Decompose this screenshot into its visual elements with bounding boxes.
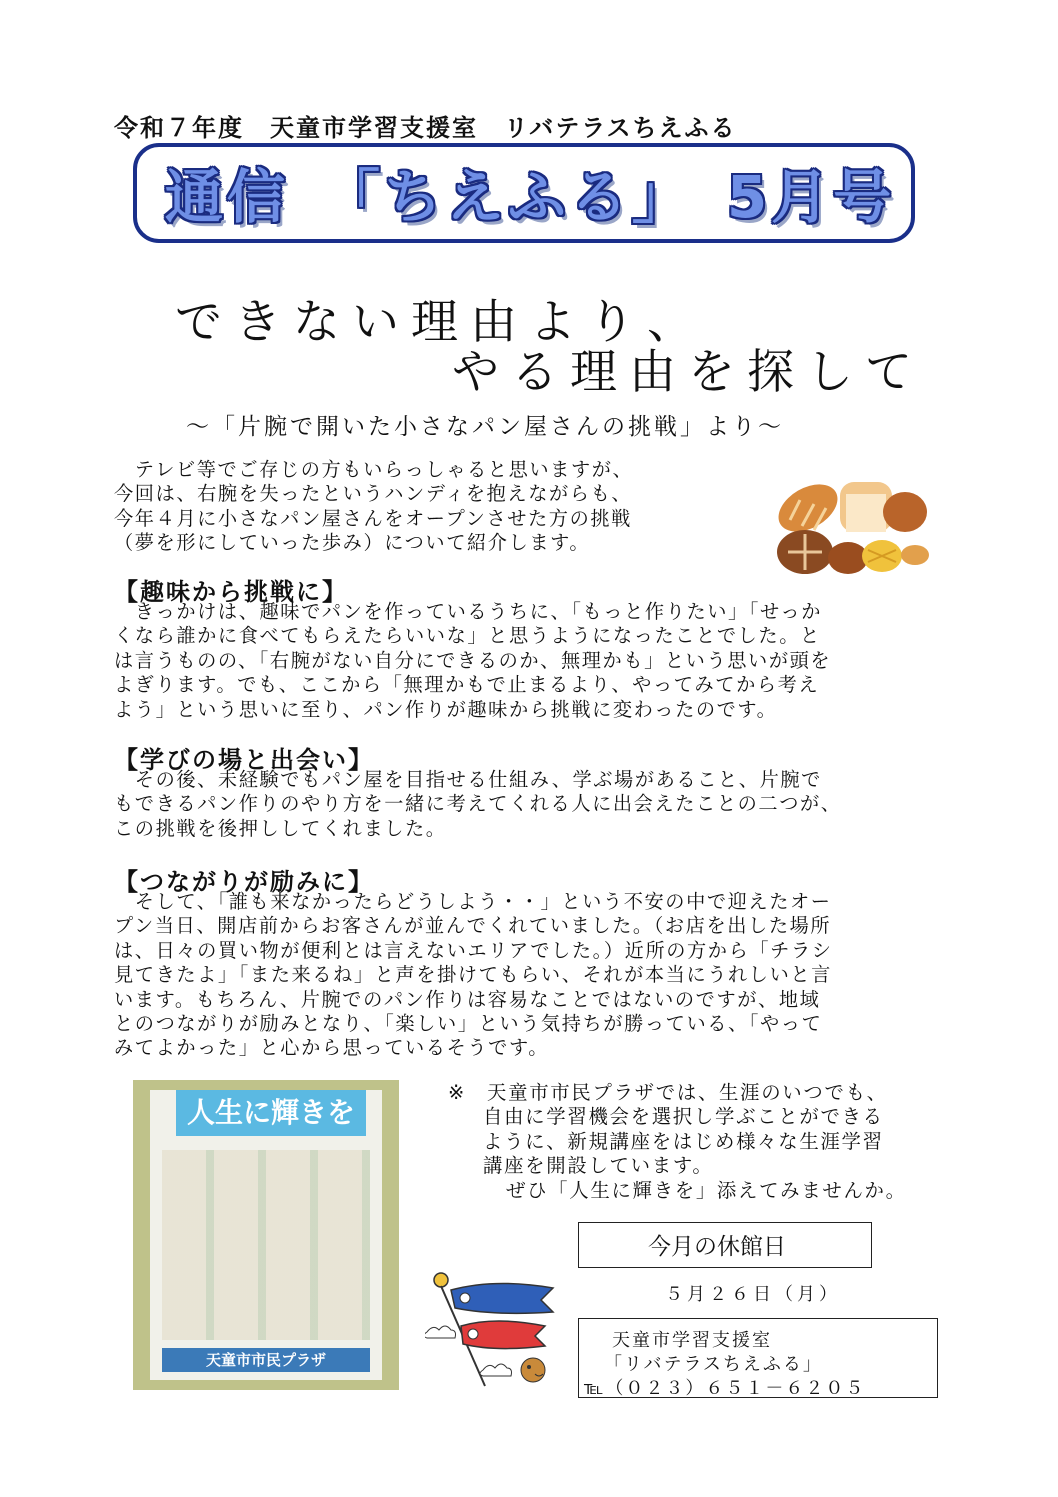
closed-day-label: 今月の休館日 [648,1234,786,1260]
note-line: 講座を開設しています。 [483,1154,714,1177]
section-heading: 【つながりが励みに】 [114,868,374,896]
section-body [114,890,833,1061]
bread-illustration [770,460,930,580]
section-line: きっかけは、趣味でパンを作っているうちに、「もっと作りたい」「せっか [114,600,822,623]
org-line: 令和７年度 天童市学習支援室 リバテラスちえふる [114,114,737,142]
intro-line: （夢を形にしていった歩み）について紹介します。 [114,531,591,555]
intro-line: 今年４月に小さなパン屋さんをオープンさせた方の挑戦 [114,506,632,530]
headline-subtitle: ～「片腕で開いた小さなパン屋さんの挑戦」より～ [186,414,784,440]
section-body [114,768,842,841]
section-line: くなら誰かに食べてもらえたらいいな」と思うようになったことでした。と [114,624,821,648]
section-heading: 【学びの場と出会い】 [114,746,374,774]
contact-name: 天童市学習支援室 [612,1330,772,1351]
note-line: ぜひ「人生に輝きを」添えてみませんか。 [506,1179,907,1202]
section-line: その後、未経験でもパン屋を目指せる仕組み、学ぶ場があること、片腕で [114,768,822,791]
section-line: 見てきたよ」「また来るね」と声を掛けてもらい、それが本当にうれしいと言 [114,963,832,987]
section-line: よう」という思いに至り、パン作りが趣味から挑戦に変わったのです。 [114,697,778,721]
koinobori-illustration [425,1270,565,1390]
section-body [114,600,831,722]
intro-line: テレビ等でご存じの方もいらっしゃると思いますが、 [114,458,634,481]
contact-tel: ℡（０２３）６５１－６２０５ [584,1378,866,1399]
contact-subname: 「リバテラスちえふる」 [604,1354,823,1375]
section-line: よぎります。でも、ここから「無理かもで止まるより、やってみてから考え [114,673,820,697]
section-line: この挑戦を後押ししてくれました。 [114,816,447,840]
section-line: もできるパン作りのやり方を一緒に考えてくれる人に出会えたことの二つが、 [114,792,842,816]
section-line: プン当日、開店前からお客さんが並んでくれていました。（お店を出した場所 [114,914,832,938]
intro-line: 今回は、右腕を失ったというハンディを抱えながらも、 [114,482,633,506]
note-line: 自由に学習機会を選択し学ぶことができる [483,1105,884,1128]
intro-paragraph [114,458,633,556]
poster-footer: 天童市市民プラザ [162,1348,370,1372]
section-line: は、日々の買い物が便利とは言えないエリアでした。）近所の方から「チラシ [114,938,833,962]
headline-line-1: できない理由より、 [175,295,706,350]
poster-title: 人生に輝きを [176,1090,366,1136]
banner-title: 通信 「ちえふる」 5月号 [164,163,896,231]
note-line: ように、新規講座をはじめ様々な生涯学習 [483,1130,884,1153]
headline-line-2: やる理由を探して [452,345,924,400]
note-line: ※ 天童市市民プラザでは、生涯のいつでも、 [448,1081,888,1104]
closed-day-date: ５月２６日（月） [665,1284,841,1305]
poster-course-grid [162,1150,370,1340]
section-line: そして、「誰も来なかったらどうしよう・・」という不安の中で迎えたオー [114,890,832,913]
section-line: とのつながりが励みとなり、「楽しい」という気持ちが勝っている、「やって [114,1011,823,1035]
section-heading: 【趣味から挑戦に】 [114,578,348,606]
section-line: みてよかった」と心から思っているそうです。 [114,1036,550,1060]
section-line: は言うものの、「右腕がない自分にできるのか、無理かも」という思いが頭を [114,648,832,672]
section-line: います。もちろん、片腕でのパン作りは容易なことではないのですが、地域 [114,987,821,1011]
